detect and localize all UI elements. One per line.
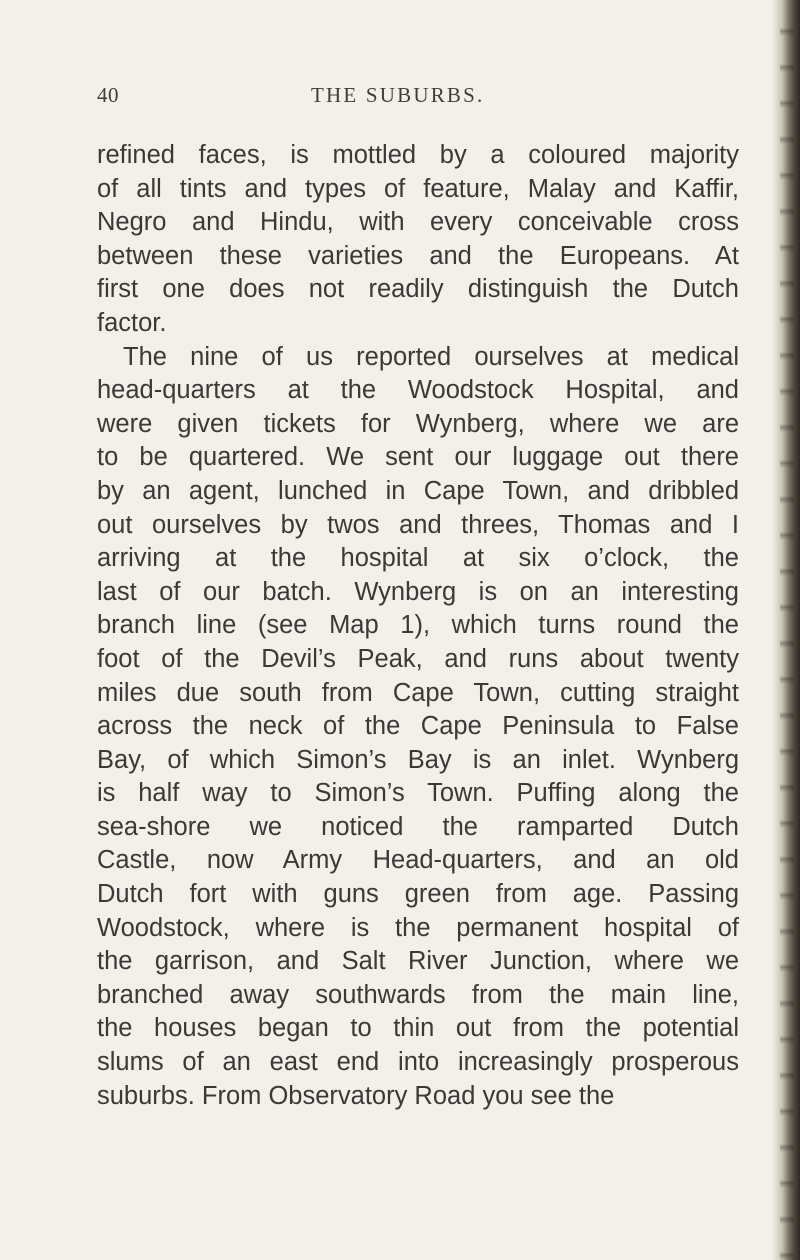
text-line: Dutch fort with guns green from age. Passing	[97, 880, 739, 909]
text-line: miles due south from Cape Town, cutting straight	[97, 678, 739, 707]
text-line: out ourselves by twos and threes, Thomas and I	[97, 510, 739, 539]
text-line: to be quartered. We sent our luggage out there	[97, 443, 739, 472]
text-line: sea-shore we noticed the ramparted Dutch	[97, 812, 739, 841]
text-line: the garrison, and Salt River Junction, where we	[97, 947, 739, 976]
text-line: the houses began to thin out from the potential	[97, 1014, 739, 1043]
text-line: suburbs. From Observatory Road you see the	[97, 1081, 615, 1110]
text-line: Negro and Hindu, with every conceivable cross	[97, 208, 739, 237]
text-line: by an agent, lunched in Cape Town, and dribbled	[97, 476, 739, 505]
text-line: last of our batch. Wynberg is on an interesting	[97, 577, 739, 606]
page-edge-texture	[780, 0, 794, 1260]
page-number: 40	[97, 83, 119, 107]
text-line: branch line (see Map 1), which turns round the	[97, 611, 739, 640]
text-line: Bay, of which Simon’s Bay is an inlet. Wynberg	[97, 745, 739, 774]
text-line: of all tints and types of feature, Malay and Kaffir,	[97, 174, 739, 203]
text-line: slums of an east end into increasingly prosperous	[97, 1048, 739, 1077]
text-line: head-quarters at the Woodstock Hospital, and	[97, 376, 739, 405]
running-head	[0, 83, 800, 113]
body-text	[97, 139, 739, 1113]
text-line: is half way to Simon’s Town. Puffing along the	[97, 779, 739, 808]
text-line: between these varieties and the Europeans. At	[97, 241, 739, 270]
text-line: foot of the Devil’s Peak, and runs about twenty	[97, 644, 739, 673]
text-line: were given tickets for Wynberg, where we are	[97, 409, 739, 438]
running-title: THE SUBURBS.	[311, 83, 485, 107]
text-line: Castle, now Army Head-quarters, and an old	[97, 846, 739, 875]
text-line: The nine of us reported ourselves at medical	[123, 342, 739, 371]
text-line: refined faces, is mottled by a coloured majority	[97, 141, 739, 169]
text-line: Woodstock, where is the permanent hospital of	[97, 913, 739, 942]
text-line: factor.	[97, 308, 167, 337]
text-line: arriving at the hospital at six o’clock, the	[97, 544, 739, 573]
text-line: first one does not readily distinguish the Dutch	[97, 275, 739, 304]
text-line: across the neck of the Cape Peninsula to False	[97, 712, 739, 741]
text-line: branched away southwards from the main line,	[97, 980, 739, 1009]
